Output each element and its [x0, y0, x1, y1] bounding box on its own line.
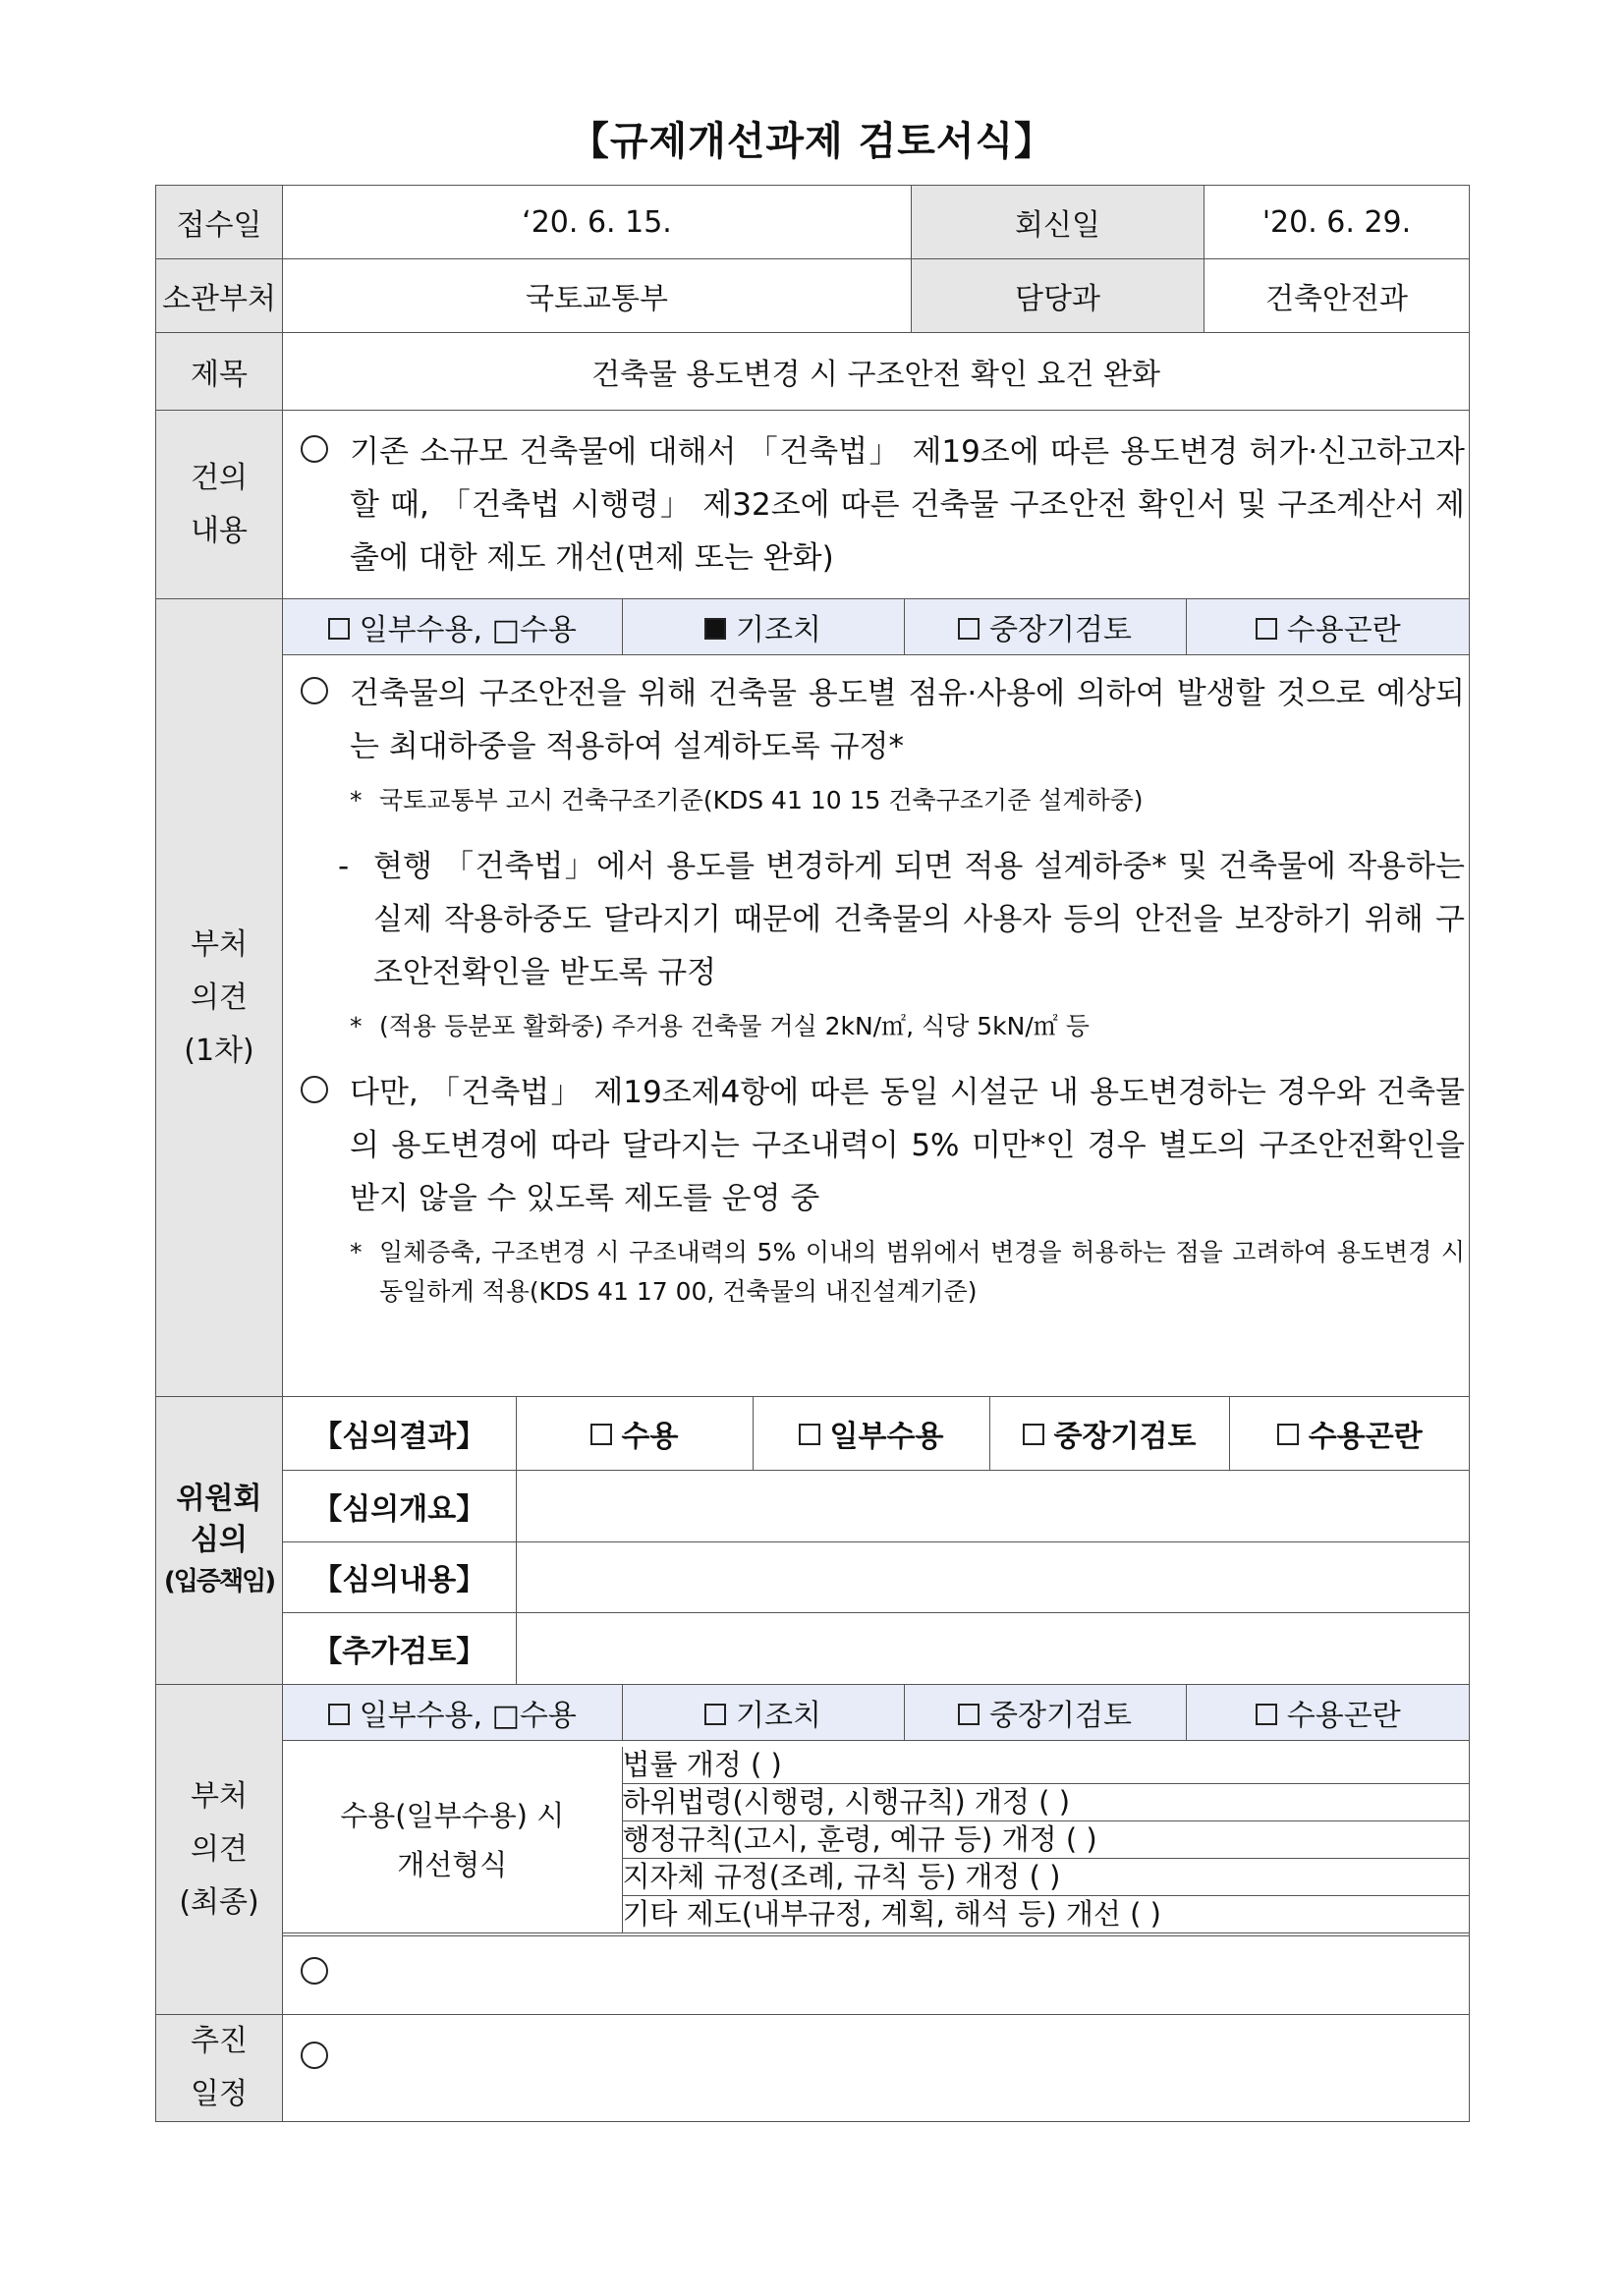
opinion-first-label: 부처 의견 (1차) — [156, 599, 283, 1397]
final-option-not-acceptable[interactable]: 수용곤란 — [1186, 1685, 1470, 1741]
opinion-first-body — [283, 655, 1469, 1312]
opinion-final-content — [283, 1685, 1470, 2015]
impl-item-local-rule[interactable]: 지자체 규정(조례, 규칙 등) 개정 ( ) — [622, 1859, 1470, 1896]
checkbox-icon — [958, 618, 980, 640]
opinion-paragraph-1: 건축물의 구조안전을 위해 건축물 용도별 점유·사용에 의하여 발생할 것으로 예상되는 최대하중을 적용하여 설계하도록 규정* — [283, 667, 1469, 773]
committee-label: 위원회 심의 (입증책임) — [156, 1397, 283, 1685]
committee-content — [283, 1397, 1470, 1685]
opinion-dash-item: - 현행 「건축법」에서 용도를 변경하게 되면 적용 설계하중* 및 건축물에 작용하는 실제 작용하중도 달라지기 때문에 건축물의 사용자 등의 안전을 보장하기 위해 구조안전확인을 받도록 규정 — [283, 840, 1469, 999]
additional-review-label: 【추가검토】 — [283, 1612, 516, 1684]
document-title: 【규제개선과제 검토서식】 — [569, 119, 1055, 164]
department-label: 담당과 — [912, 259, 1204, 333]
improvement-format-label: 수용(일부수용) 시 개선형식 — [283, 1747, 622, 1933]
additional-review-field[interactable] — [516, 1612, 1470, 1684]
committee-table — [283, 1397, 1470, 1684]
proposal-row — [156, 411, 1470, 599]
deliberation-summary-label: 【심의개요】 — [283, 1470, 516, 1541]
ministry-label: 소관부처 — [156, 259, 283, 333]
schedule-field[interactable] — [283, 2015, 1470, 2122]
received-date-label: 접수일 — [156, 186, 283, 259]
result-option-not-acceptable[interactable]: 수용곤란 — [1229, 1397, 1470, 1470]
opinion-first-row — [156, 599, 1470, 1397]
result-option-long-term[interactable]: 중장기검토 — [989, 1397, 1229, 1470]
checkbox-icon — [1256, 618, 1277, 640]
deliberation-summary-field[interactable] — [516, 1470, 1470, 1541]
opinion-first-content — [283, 599, 1470, 1397]
checkbox-icon — [958, 1704, 980, 1725]
ministry-value: 국토교통부 — [283, 259, 912, 333]
circle-bullet-icon — [301, 677, 328, 704]
circle-bullet-icon — [301, 1076, 328, 1103]
option-already-done[interactable]: 기조치 — [622, 599, 904, 655]
circle-bullet-icon — [301, 435, 328, 463]
impl-item-law[interactable]: 법률 개정 ( ) — [622, 1747, 1470, 1784]
checkbox-icon — [799, 1424, 820, 1445]
opinion-first-options — [283, 599, 1470, 655]
schedule-label: 추진 일정 — [156, 2015, 283, 2122]
subject-row — [156, 333, 1470, 411]
schedule-row — [156, 2015, 1470, 2122]
checkbox-icon — [1023, 1424, 1044, 1445]
deliberation-result-label: 【심의결과】 — [283, 1397, 516, 1470]
received-date-value: ‘20. 6. 15. — [283, 186, 912, 259]
subject-label: 제목 — [156, 333, 283, 411]
checkbox-icon — [1256, 1704, 1277, 1725]
final-option-long-term-review[interactable]: 중장기검토 — [904, 1685, 1186, 1741]
checkbox-icon — [590, 1424, 612, 1445]
circle-bullet-icon — [301, 1957, 328, 1985]
deliberation-content-field[interactable] — [516, 1541, 1470, 1612]
proposal-text: 기존 소규모 건축물에 대해서 「건축법」 제19조에 따른 용도변경 허가·신고하고자 할 때, 「건축법 시행령」 제32조에 따른 건축물 구조안전 확인서 및 구조계산서 제출에 대한 제도 개선(면제 또는 완화) — [283, 425, 1469, 585]
committee-row — [156, 1397, 1470, 1685]
option-long-term-review[interactable]: 중장기검토 — [904, 599, 1186, 655]
final-option-already-done[interactable]: 기조치 — [622, 1685, 904, 1741]
deliberation-content-label: 【심의내용】 — [283, 1541, 516, 1612]
reply-date-label: 회신일 — [912, 186, 1204, 259]
date-row — [156, 186, 1470, 259]
ministry-row — [156, 259, 1470, 333]
opinion-note-2: * (적용 등분포 활화중) 주거용 건축물 거실 2kN/㎡, 식당 5kN/㎡ 등 — [350, 1012, 1090, 1040]
opinion-final-text-field[interactable] — [283, 1935, 1469, 2005]
option-partial-accept[interactable]: 일부수용, □수용 — [283, 599, 622, 655]
impl-item-subordinate-law[interactable]: 하위법령(시행령, 시행규칙) 개정 ( ) — [622, 1784, 1470, 1821]
impl-item-admin-rule[interactable]: 행정규칙(고시, 훈령, 예규 등) 개정 ( ) — [622, 1821, 1470, 1859]
opinion-final-label: 부처 의견 (최종) — [156, 1685, 283, 2015]
opinion-note-3: * 일체증축, 구조변경 시 구조내력의 5% 이내의 범위에서 변경을 허용하는 점을 고려하여 용도변경 시 동일하게 적용(KDS 41 17 00, 건축물의 내진설계기준) — [350, 1238, 1465, 1306]
checkbox-icon — [328, 1704, 350, 1725]
opinion-note-1: * 국토교통부 고시 건축구조기준(KDS 41 10 15 건축구조기준 설계하중) — [350, 786, 1144, 814]
checkbox-icon — [328, 618, 350, 640]
result-option-accept[interactable]: 수용 — [516, 1397, 753, 1470]
impl-item-other[interactable]: 기타 제도(내부규정, 계획, 해석 등) 개선 ( ) — [622, 1896, 1470, 1933]
dash-bullet-icon: - — [338, 849, 350, 884]
department-value: 건축안전과 — [1204, 259, 1470, 333]
opinion-final-options — [283, 1685, 1470, 1741]
checkbox-icon — [1277, 1424, 1299, 1445]
final-option-partial-accept[interactable]: 일부수용, □수용 — [283, 1685, 622, 1741]
reply-date-value: '20. 6. 29. — [1204, 186, 1470, 259]
proposal-label: 건의 내용 — [156, 411, 283, 599]
subject-value: 건축물 용도변경 시 구조안전 확인 요건 완화 — [283, 333, 1470, 411]
opinion-final-row — [156, 1685, 1470, 2015]
circle-bullet-icon — [301, 2042, 328, 2069]
result-option-partial-accept[interactable]: 일부수용 — [753, 1397, 989, 1470]
option-not-acceptable[interactable]: 수용곤란 — [1186, 599, 1470, 655]
opinion-paragraph-2: 다만, 「건축법」 제19조제4항에 따른 동일 시설군 내 용도변경하는 경우와 건축물의 용도변경에 따라 달라지는 구조내력이 5% 미만*인 경우 별도의 구조안전확인을 받지 않을 수 있도록 제도를 운영 중 — [283, 1066, 1469, 1225]
improvement-format-table — [283, 1747, 1470, 1933]
proposal-content — [283, 411, 1470, 599]
checkbox-checked-icon — [704, 618, 726, 640]
review-form-table — [155, 185, 1470, 2122]
checkbox-icon — [704, 1704, 726, 1725]
